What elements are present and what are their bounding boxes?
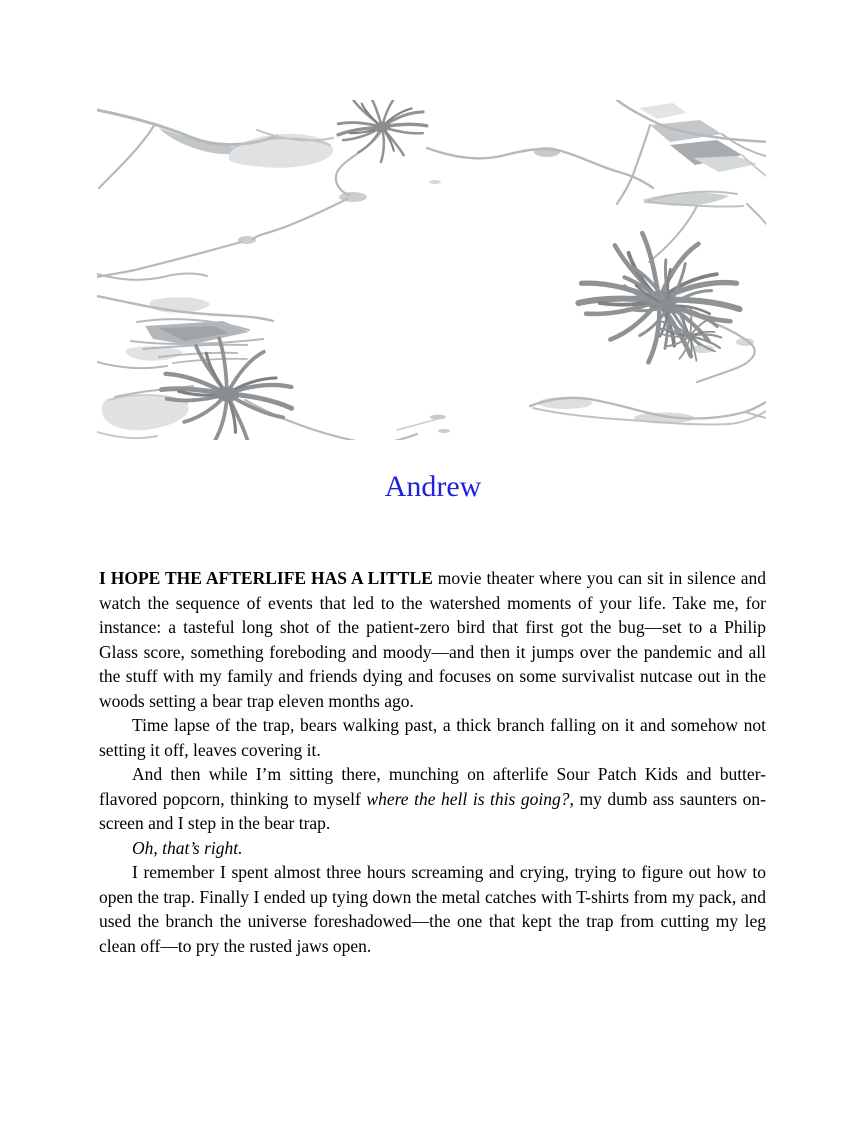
paragraph-5 (99, 860, 766, 958)
chapter-body (99, 566, 766, 958)
grass-tuft-left-icon (156, 333, 298, 440)
paragraph-2 (99, 713, 766, 762)
paragraph-3-text: And then while I’m sitting there, munching on afterlife Sour Patch Kids and butter-flavored popcorn, thinking to myself (99, 764, 766, 809)
paragraph-3 (99, 762, 766, 836)
chapter-title: Andrew (384, 470, 482, 503)
paragraph-4-italic: Oh, that’s right. (132, 837, 243, 858)
paragraph-3-text-end: , my dumb ass saunters on-screen and I step in the bear trap. (99, 788, 766, 833)
paragraph-1 (99, 566, 766, 713)
paragraph-2-text: Time lapse of the trap, bears walking past, a thick branch falling on it and somehow not setting it off, leaves covering it. (99, 715, 766, 760)
paragraph-5-text: I remember I spent almost three hours screaming and crying, trying to figure out how to open the trap. Finally I ended up tying down the metal catches with T-shirts from my pack, and used the branch the universe foreshadowed—the one that kept the trap from cutting my leg clean off—to pry the rusted jaws open. (99, 862, 766, 956)
grass-tuft-top-icon (333, 100, 431, 167)
chapter-header-art (97, 100, 766, 440)
paragraph-4 (99, 836, 766, 861)
cracked-ground-illustration (97, 100, 766, 440)
lead-in-caps: I HOPE THE AFTERLIFE HAS A LITTLE (99, 568, 433, 588)
paragraph-3-italic: where the hell is this going? (366, 788, 570, 809)
paragraph-1-text: movie theater where you can sit in silence and watch the sequence of events that led to the watershed moments of your life. Take me, for instance: a tasteful long shot of the patient-zero bird that first got the bug—set to a Philip Glass score, something foreboding and moody—and then it jumps over the pandemic and all the stuff with my family and friends dying and focuses on some survivalist nutcase out in the woods setting a bear trap eleven months ago. (99, 568, 766, 711)
